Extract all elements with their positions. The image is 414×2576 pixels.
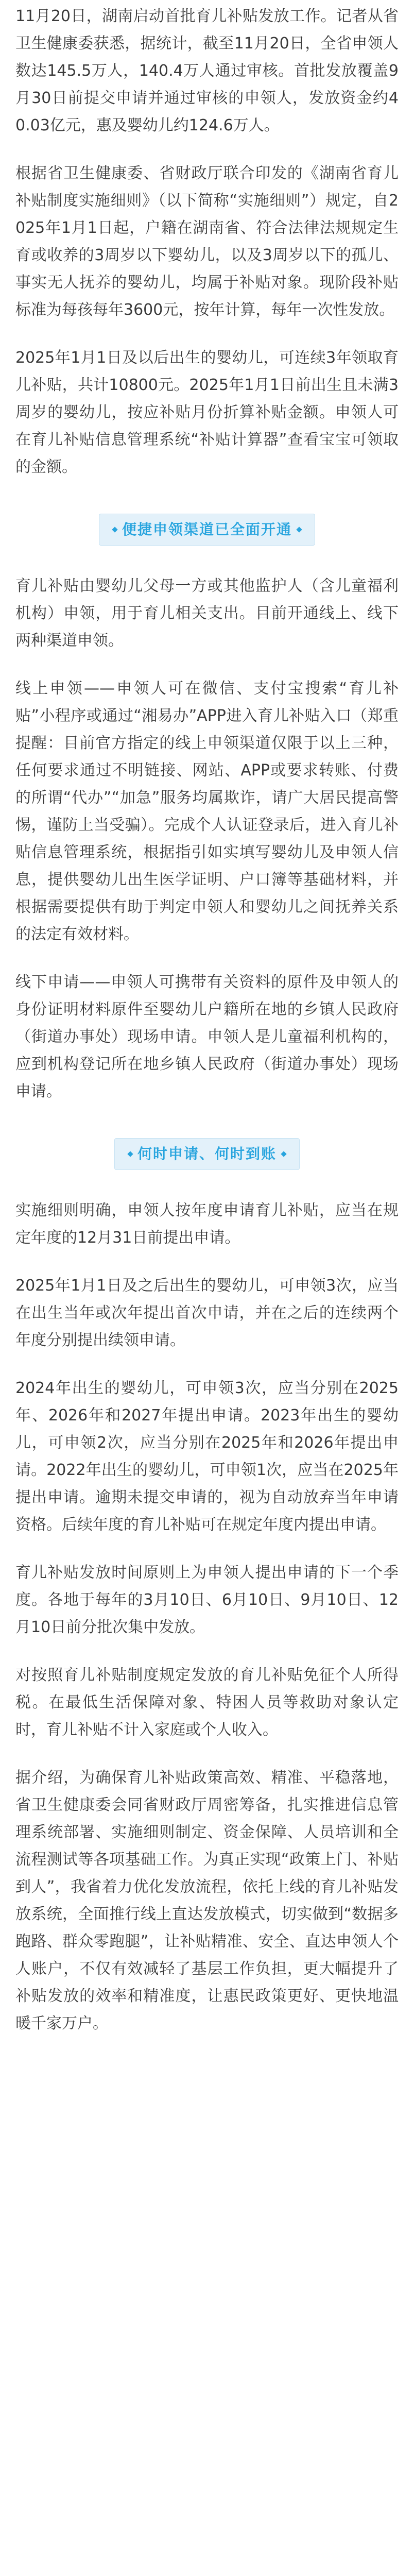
offline-application-paragraph: 线下申请——申领人可携带有关资料的原件及申领人的身份证明材料原件至婴幼儿户籍所在地的乡镇人民政府（街道办事处）现场申请。申领人是儿童福利机构的，应到机构登记所在地乡镇人民政府（街道办事处）现场申请。 (15, 973, 399, 1100)
diamond-icon (127, 1151, 133, 1157)
payout-time-paragraph: 育儿补贴发放时间原则上为申领人提出申请的下一个季度。各地于每年的3月10日、6月10日、9月10日、12月10日前分批次集中发放。 (15, 1564, 399, 1636)
policy-paragraph: 根据省卫生健康委、省财政厅联合印发的《湖南省育儿补贴制度实施细则》（以下简称“实施细则”）规定，自2025年1月1日起，户籍在湖南省、符合法律法规规定生育或收养的3周岁以下婴幼儿，以及3周岁以下的孤儿、事实无人抚养的婴幼儿，均属于补贴对象。现阶段补贴标准为每孩每年3600元，按年计算，每年一次性发放。 (15, 164, 399, 319)
implementation-paragraph: 据介绍，为确保育儿补贴政策高效、精准、平稳落地，省卫生健康委会同省财政厅周密筹备，扎实推进信息管理系统部署、实施细则制定、资金保障、人员培训和全流程测试等各项基础工作。为真正实现“政策上门、补贴到人”，我省着力优化发放流程，依托上线的育儿补贴发放系统，全面推行线上直达发放模式，切实做到“数据多跑路、群众零跑腿”，让补贴精准、安全、直达申领人个人账户，不仅有效减轻了基层工作负担，更大幅提升了补贴发放的效率和精准度，让惠民政策更好、更快地温暖千家万户。 (15, 1769, 399, 2032)
section-pill (114, 1138, 300, 1170)
section-heading-channels (15, 514, 399, 546)
newborn-paragraph: 2025年1月1日及之后出生的婴幼儿，可申领3次，应当在出生当年或次年提出首次申请，并在之后的连续两个年度分别提出续领申请。 (15, 1277, 399, 1349)
applicant-paragraph: 育儿补贴由婴幼儿父母一方或其他监护人（含儿童福利机构）申领，用于育儿相关支出。目前开通线上、线下两种渠道申领。 (15, 577, 399, 650)
online-application-paragraph: 线上申领——申领人可在微信、支付宝搜索“育儿补贴”小程序或通过“湘易办”APP进入育儿补贴入口（郑重提醒：目前官方指定的线上申领渠道仅限于以上三种，任何要求通过不明链接、网站、APP或要求转账、付费的所谓“代办”“加急”服务均属欺诈，请广大居民提高警惕，谨防上当受骗）。完成个人认证登录后，进入育儿补贴信息管理系统，根据指引如实填写婴幼儿及申领人信息，提供婴幼儿出生医学证明、户口簿等基础材料，并根据需要提供有助于判定申领人和婴幼儿之间抚养关系的法定有效材料。 (15, 680, 399, 943)
section-pill (99, 514, 315, 546)
section-title: 便捷申领渠道已全面开通 (122, 521, 292, 538)
diamond-icon (112, 527, 117, 532)
intro-paragraph: 11月20日，湖南启动首批育儿补贴发放工作。记者从省卫生健康委获悉，据统计，截至11月20日，全省申领人数达145.5万人，140.4万人通过审核。首批发放覆盖9月30日前提交申请并通过审核的申领人，发放资金约40.03亿元，惠及婴幼儿约124.6万人。 (15, 7, 399, 134)
amount-paragraph: 2025年1月1日及以后出生的婴幼儿，可连续3年领取育儿补贴，共计10800元。2025年1月1日前出生且未满3周岁的婴幼儿，按应补贴月份折算补贴金额。申领人可在育儿补贴信息管理系统“补贴计算器”查看宝宝可领取的金额。 (15, 349, 399, 476)
deadline-paragraph: 实施细则明确，申领人按年度申请育儿补贴，应当在规定年度的12月31日前提出申请。 (15, 1201, 399, 1247)
section-title: 何时申请、何时到账 (137, 1145, 277, 1162)
diamond-icon (281, 1151, 286, 1157)
diamond-icon (296, 527, 302, 532)
section-heading-timing (15, 1138, 399, 1170)
prior-years-paragraph: 2024年出生的婴幼儿，可申领3次，应当分别在2025年、2026年和2027年提出申请。2023年出生的婴幼儿，可申领2次，应当分别在2025年和2026年提出申请。2022年出生的婴幼儿，可申领1次，应当在2025年提出申请。逾期未提交申请的，视为自动放弃当年申请资格。后续年度的育儿补贴可在规定年度内提出申请。 (15, 1379, 399, 1534)
tax-exemption-paragraph: 对按照育儿补贴制度规定发放的育儿补贴免征个人所得税。在最低生活保障对象、特困人员等救助对象认定时，育儿补贴不计入家庭或个人收入。 (15, 1666, 399, 1739)
